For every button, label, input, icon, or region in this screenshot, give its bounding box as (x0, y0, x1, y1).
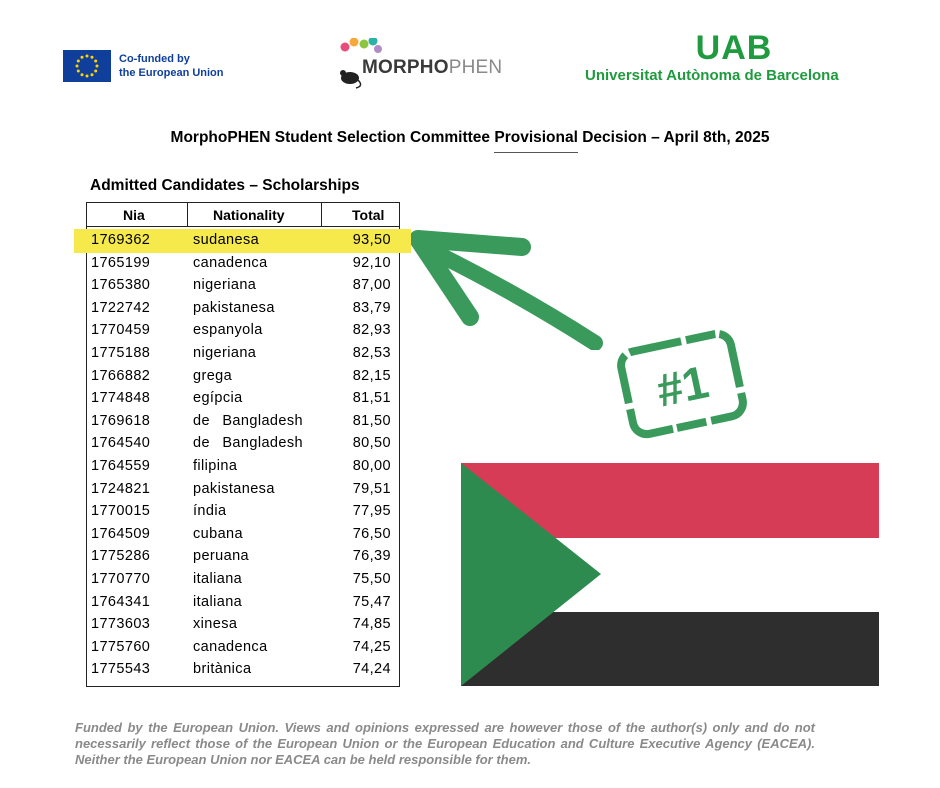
cell-total: 82,93 (352, 322, 391, 339)
cell-nia: 1764559 (91, 457, 151, 474)
eu-line-2: the European Union (119, 67, 224, 79)
cell-nationality: cubana (193, 525, 243, 542)
table-row (87, 658, 399, 681)
cell-nia: 1775760 (91, 638, 151, 655)
cell-nationality: de Bangladesh (193, 435, 303, 452)
cell-nia: 1764341 (91, 593, 151, 610)
table-row (87, 387, 399, 410)
header-nationality: Nationality (213, 207, 285, 223)
table-row (87, 545, 399, 568)
title-part-2: Decision – April 8th, 2025 (577, 129, 770, 146)
cell-total: 82,53 (352, 344, 391, 361)
morphophen-word-1: MORPHO (362, 57, 449, 78)
cell-nationality: nigeriana (193, 277, 257, 294)
cell-nationality: canadenca (193, 638, 268, 655)
cell-nia: 1775286 (91, 548, 151, 565)
table-row (87, 636, 399, 659)
page-title (0, 129, 940, 147)
morphophen-word-2: PHEN (448, 57, 503, 78)
table-row (87, 478, 399, 501)
title-part-1: MorphoPHEN Student Selection Committee (170, 129, 495, 146)
header-nia: Nia (123, 207, 145, 223)
funding-disclaimer: Funded by the European Union. Views and opinions expressed are however those of the author(s) only and do not necessarily reflect those of the European Union or the European Education and Culture Executive Agency (EACEA). Neither the European Union nor EACEA can be held responsible for them. (75, 720, 815, 767)
table-body (87, 229, 399, 681)
eu-cofunded-logo (63, 50, 224, 82)
cell-nia: 1722742 (91, 299, 151, 316)
table-row (87, 523, 399, 546)
cell-nationality: grega (193, 367, 233, 384)
cell-total: 75,50 (352, 570, 391, 587)
table-row (87, 365, 399, 388)
cell-nia: 1765199 (91, 254, 151, 271)
cell-nationality: canadenca (193, 254, 268, 271)
table-row (87, 613, 399, 636)
uab-name: Universitat Autònoma de Barcelona (585, 67, 839, 84)
cell-nationality: britànica (193, 661, 252, 678)
header-total: Total (352, 207, 385, 223)
rank-badge (612, 322, 752, 447)
table-row (87, 274, 399, 297)
cell-nia: 1774848 (91, 390, 151, 407)
table-row (87, 591, 399, 614)
cell-nationality: nigeriana (193, 344, 257, 361)
cell-total: 93,50 (352, 232, 391, 248)
title-underlined-word: Provisional (494, 129, 578, 153)
cell-nationality: índia (193, 503, 227, 520)
cell-total: 82,15 (352, 367, 391, 384)
cell-nia: 1769362 (91, 232, 151, 248)
cell-nationality: filipina (193, 457, 238, 474)
table-row (87, 297, 399, 320)
eu-line-1: Co-funded by (119, 53, 190, 65)
table-row-highlighted (87, 229, 399, 252)
cell-total: 75,47 (352, 593, 391, 610)
cell-total: 81,51 (352, 390, 391, 407)
uab-logo (584, 30, 884, 86)
cell-nia: 1775188 (91, 344, 151, 361)
cell-nia: 1769618 (91, 412, 151, 429)
table-row (87, 319, 399, 342)
cell-total: 80,00 (352, 457, 391, 474)
sudan-flag-icon (461, 463, 879, 686)
cell-nationality: xinesa (193, 616, 238, 633)
cell-total: 76,39 (352, 548, 391, 565)
cell-total: 80,50 (352, 435, 391, 452)
table-row (87, 252, 399, 275)
cell-nationality: pakistanesa (193, 299, 275, 316)
candidates-table (86, 202, 400, 687)
cell-nationality: de Bangladesh (193, 412, 303, 429)
cell-nia: 1775543 (91, 661, 151, 678)
cell-total: 81,50 (352, 412, 391, 429)
cell-total: 74,25 (352, 638, 391, 655)
cell-total: 74,85 (352, 616, 391, 633)
table-caption: Admitted Candidates – Scholarships (90, 177, 360, 194)
cell-nia: 1766882 (91, 367, 151, 384)
pointer-arrow-icon (410, 225, 610, 350)
eu-flag-icon (63, 50, 111, 82)
cell-nia: 1770015 (91, 503, 151, 520)
cell-total: 77,95 (352, 503, 391, 520)
morphophen-logo (340, 38, 510, 93)
cell-total: 92,10 (352, 254, 391, 271)
cell-total: 79,51 (352, 480, 391, 497)
cell-nia: 1764509 (91, 525, 151, 542)
uab-acronym: UAB (695, 29, 773, 67)
table-row (87, 455, 399, 478)
cell-nationality: espanyola (193, 322, 263, 339)
cell-nia: 1770459 (91, 322, 151, 339)
rank-badge-text: #1 (651, 355, 713, 417)
cell-nationality: sudanesa (193, 232, 260, 248)
cell-total: 83,79 (352, 299, 391, 316)
cell-nia: 1765380 (91, 277, 151, 294)
cell-nia: 1724821 (91, 480, 151, 497)
cell-nia: 1764540 (91, 435, 151, 452)
cell-nia: 1770770 (91, 570, 151, 587)
cell-nationality: pakistanesa (193, 480, 275, 497)
cell-total: 74,24 (352, 661, 391, 678)
table-row (87, 410, 399, 433)
cell-nationality: egípcia (193, 390, 243, 407)
cell-total: 87,00 (352, 277, 391, 294)
table-header (87, 203, 399, 227)
cell-total: 76,50 (352, 525, 391, 542)
table-row (87, 432, 399, 455)
cell-nationality: peruana (193, 548, 250, 565)
cell-nia: 1773603 (91, 616, 151, 633)
cell-nationality: italiana (193, 570, 243, 587)
table-row (87, 500, 399, 523)
table-row (87, 342, 399, 365)
cell-nationality: italiana (193, 593, 243, 610)
table-row (87, 568, 399, 591)
